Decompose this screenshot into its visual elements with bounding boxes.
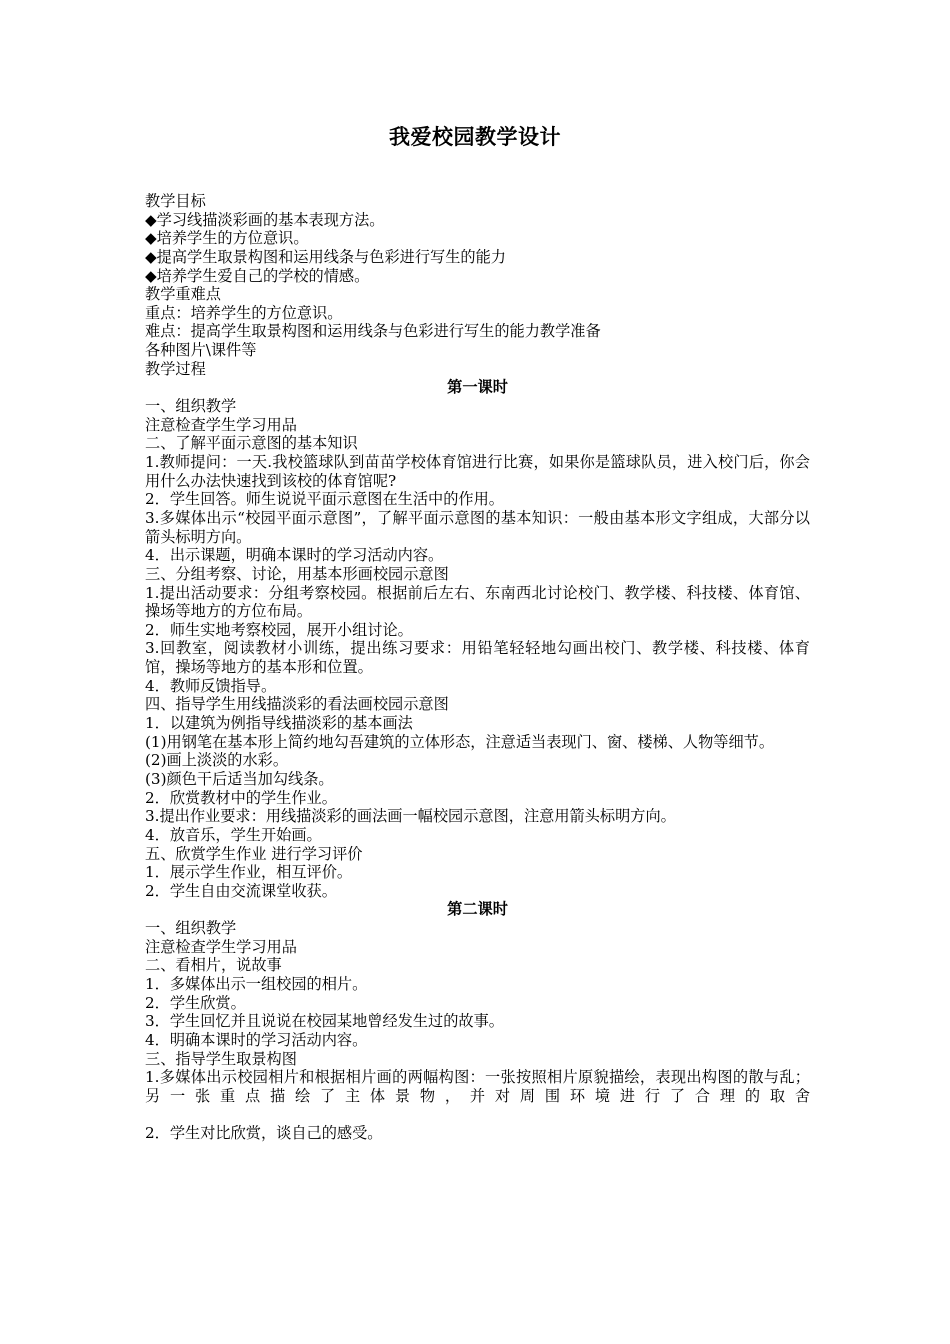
- lesson2-line: 2．学生欣赏。: [145, 993, 246, 1012]
- lesson1-line: 3.多媒体出示“校园平面示意图”，了解平面示意图的基本知识：一般由基本形文字组成，大部分以箭头标明方向。: [145, 508, 810, 546]
- goal-item: ◆提高学生取景构图和运用线条与色彩进行写生的能力: [145, 247, 506, 266]
- lesson2-line: 二、看相片，说故事: [145, 956, 282, 975]
- lesson2-line: 2．学生对比欣赏，谈自己的感受。: [145, 1124, 383, 1143]
- lesson1-line: 3.回教室，阅读教材小训练，提出练习要求：用铅笔轻轻地勾画出校门、教学楼、科技楼、体育馆，操场等地方的基本形和位置。: [145, 639, 810, 677]
- lesson1-line: 1．展示学生作业，相互评价。: [145, 863, 353, 882]
- document-title: 我爱校园教学设计: [389, 124, 561, 149]
- lesson1-line: 注意检查学生学习用品: [145, 415, 297, 434]
- lesson1-line: 四、指导学生用线描淡彩的看法画校园示意图: [145, 695, 449, 714]
- lesson1-line: 1.提出活动要求：分组考察校园。根据前后左右、东南西北讨论校门、教学楼、科技楼、体育馆、操场等地方的方位布局。: [145, 583, 810, 621]
- lesson1-line: (2)画上淡淡的水彩。: [145, 751, 289, 770]
- lesson1-line: 一、组织教学: [145, 397, 237, 416]
- lesson1-line: 五、欣赏学生作业 进行学习评价: [145, 844, 363, 863]
- heading-teaching-process: 教学过程: [145, 359, 206, 378]
- goal-item: ◆培养学生的方位意识。: [145, 229, 309, 248]
- goal-item: ◆学习线描淡彩画的基本表现方法。: [145, 210, 385, 229]
- lesson1-line: (3)颜色干后适当加勾线条。: [145, 770, 334, 788]
- lesson2-line: 1．多媒体出示一组校园的相片。: [145, 975, 368, 994]
- lesson1-line: 1.教师提问：一天.我校篮球队到苗苗学校体育馆进行比赛，如果你是篮球队员，进入校门后，你会用什么办法快速找到该校的体育馆呢?: [145, 452, 810, 490]
- lesson1-line: 2．学生回答。师生说说平面示意图在生活中的作用。: [145, 490, 504, 509]
- lesson1-line: (1)用钢笔在基本形上简约地勾吾建筑的立体形态，注意适当表现门、窗、楼梯、人物等细节。: [145, 732, 775, 751]
- lesson1-line: 二、了解平面示意图的基本知识: [145, 434, 358, 453]
- lesson1-line: 1．以建筑为例指导线描淡彩的基本画法: [145, 714, 413, 733]
- lesson1-line: 3.提出作业要求：用线描淡彩的画法画一幅校园示意图，注意用箭头标明方向。: [145, 807, 676, 826]
- lesson2-line: 三、指导学生取景构图: [145, 1049, 297, 1068]
- lesson1-heading: 第一课时: [447, 378, 508, 397]
- blank-line: [145, 1106, 810, 1125]
- lesson1-line: 三、分组考察、讨论，用基本形画校园示意图: [145, 564, 449, 583]
- lesson2-line: 一、组织教学: [145, 919, 237, 938]
- difficulty-text: 难点：提高学生取景构图和运用线条与色彩进行写生的能力教学准备: [145, 322, 601, 341]
- lesson2-line: 注意检查学生学习用品: [145, 937, 297, 956]
- goal-item: ◆培养学生爱自己的学校的情感。: [145, 266, 370, 285]
- heading-key-points: 教学重难点: [145, 285, 221, 304]
- lesson1-line: 4．教师反馈指导。: [145, 676, 277, 695]
- lesson1-line: 4．放音乐，学生开始画。: [145, 825, 322, 844]
- lesson2-line: 1.多媒体出示校园相片和根据相片画的两幅构图：一张按照相片原貌描绘，表现出构图的散与乱；另一张重点描绘了主体景物，并对周围环境进行了合理的取舍: [145, 1068, 810, 1105]
- lesson2-heading: 第二课时: [447, 900, 508, 919]
- lesson2-line: 4．明确本课时的学习活动内容。: [145, 1030, 368, 1049]
- lesson1-line: 2．学生自由交流课堂收获。: [145, 881, 337, 900]
- lesson1-line: 4．出示课题，明确本课时的学习活动内容。: [145, 546, 444, 565]
- lesson1-line: 2．欣赏教材中的学生作业。: [145, 788, 337, 807]
- materials-text: 各种图片\课件等: [145, 341, 257, 360]
- document-body: [145, 192, 810, 1143]
- lesson1-line: 2．师生实地考察校园，展开小组讨论。: [145, 620, 413, 639]
- heading-teaching-goals: 教学目标: [145, 192, 206, 210]
- key-point-text: 重点：培养学生的方位意识。: [145, 303, 343, 322]
- lesson2-line: 3．学生回忆并且说说在校园某地曾经发生过的故事。: [145, 1012, 504, 1031]
